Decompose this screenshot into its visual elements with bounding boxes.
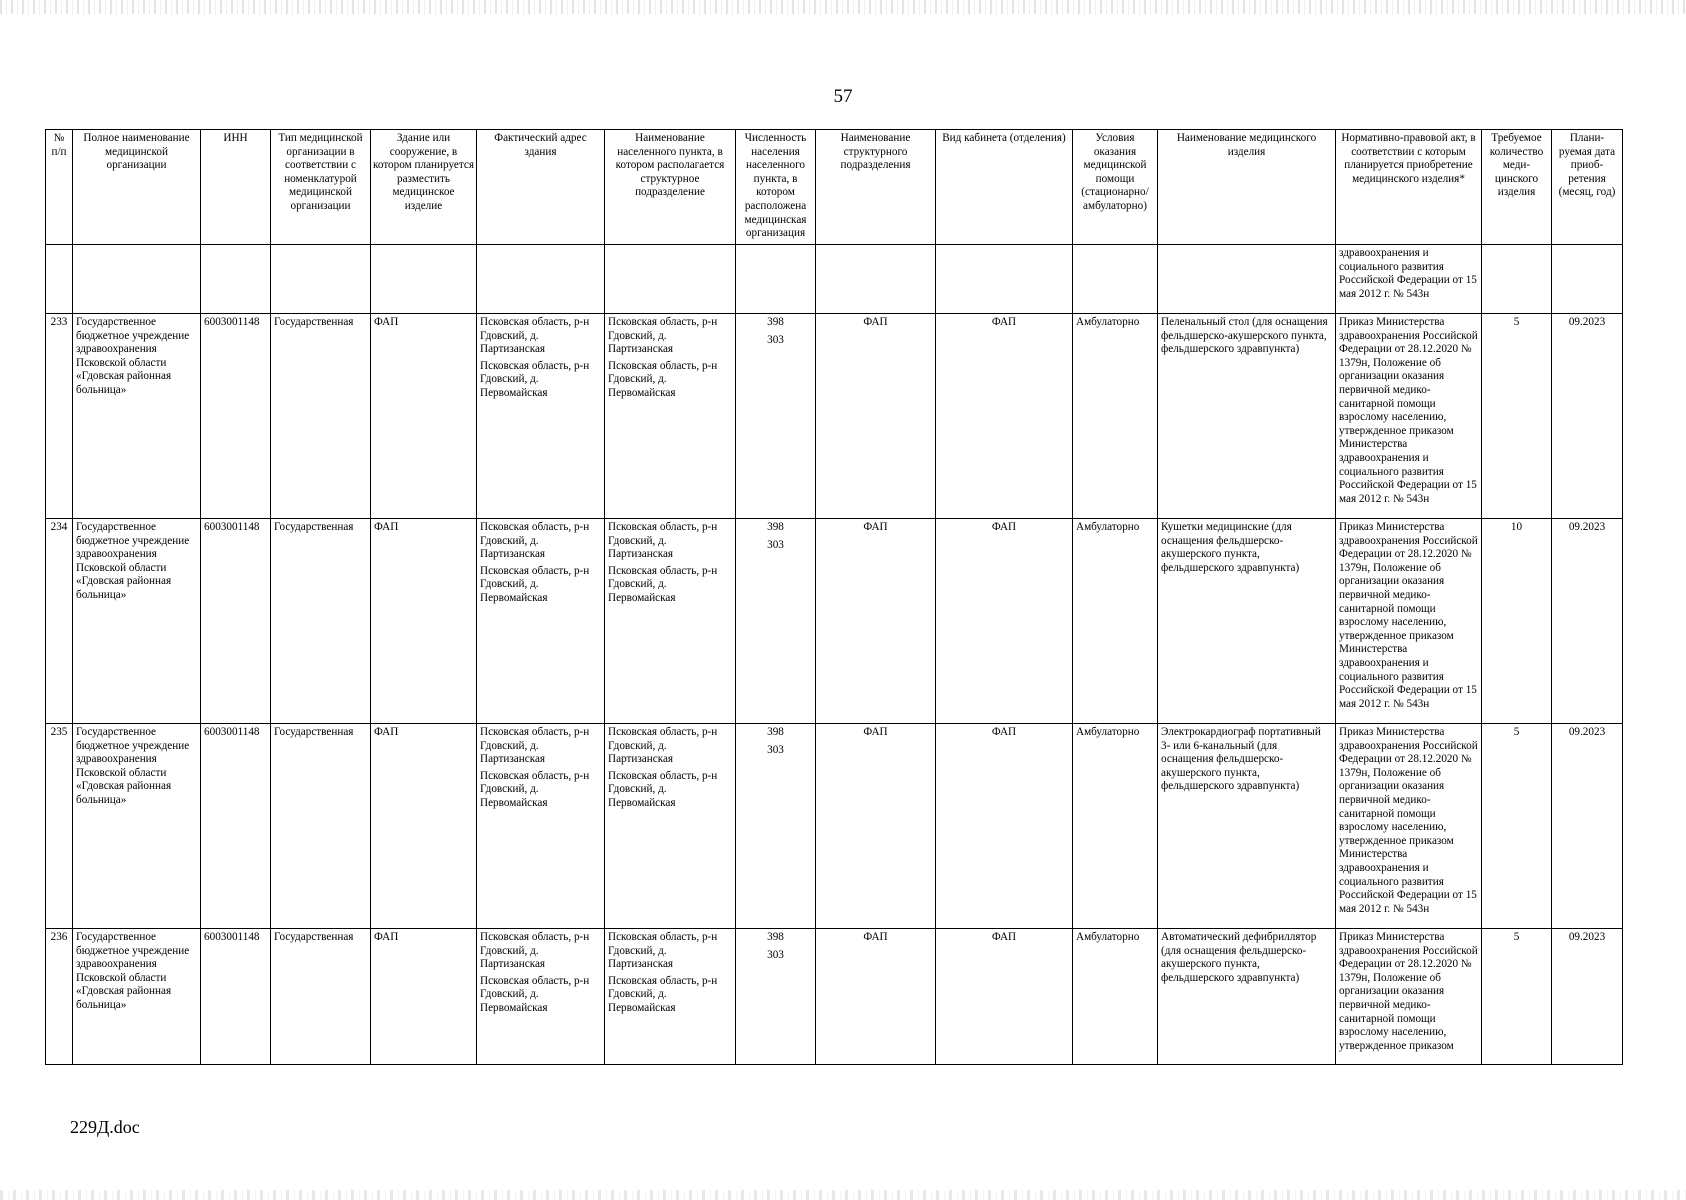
header-conditions: Условия оказания медицинской помощи (стационарно/ амбулаторно) [1073,130,1158,245]
header-org-name: Полное наименование медицинской организации [73,130,201,245]
legal-act: Приказ Министерства здравоохранения Российской Федерации от 28.12.2020 № 1379н, Положение об организации оказания первичной медико-санитарной помощи взрослому населению, утвержденное приказом Министерства здравоохранения и социального развития Российской Федерации от 15 мая 2012 г. № 543н [1336,724,1482,929]
table-row [46,929,1623,1065]
header-org-type: Тип медицинской организации в соответствии с номенклатурой медицинской организации [271,130,371,245]
row-num: 233 [46,314,73,519]
header-date: Плани-руемая дата приоб-ретения (месяц, год) [1552,130,1623,245]
header-building: Здание или сооружение, в котором планируется разместить медицинское изделие [371,130,477,245]
address [477,519,605,724]
population [736,724,816,929]
org-name: Государственное бюджетное учреждение здравоохранения Псковской области «Гдовская районная больница» [73,929,201,1065]
cabinet: ФАП [936,724,1073,929]
quantity: 5 [1482,314,1552,519]
locality-line: Псковская область, р-н Гдовский, д. Партизанская [608,726,718,766]
building: ФАП [371,314,477,519]
cabinet: ФАП [936,929,1073,1065]
address-line: Псковская область, р-н Гдовский, д. Партизанская [480,521,590,561]
device: Электрокардиограф портативный 3- или 6-канальный (для оснащения фельдшерско-акушерского пункта, фельдшерского здравпункта) [1158,724,1336,929]
population-value: 303 [767,538,784,551]
population-value: 398 [767,521,784,533]
unit: ФАП [816,314,936,519]
conditions: Амбулаторно [1073,724,1158,929]
org-name: Государственное бюджетное учреждение здравоохранения Псковской области «Гдовская районная больница» [73,519,201,724]
table-row [46,724,1623,929]
address-line: Псковская область, р-н Гдовский, д. Первомайская [480,564,590,604]
quantity: 5 [1482,724,1552,929]
locality-line: Псковская область, р-н Гдовский, д. Первомайская [608,769,718,809]
address [477,314,605,519]
population [736,929,816,1065]
purchase-date: 09.2023 [1552,724,1623,929]
conditions: Амбулаторно [1073,519,1158,724]
org-name: Государственное бюджетное учреждение здравоохранения Псковской области «Гдовская районная больница» [73,724,201,929]
conditions: Амбулаторно [1073,929,1158,1065]
header-quantity: Требуемое количество меди-цинского изделия [1482,130,1552,245]
locality [605,314,736,519]
building: ФАП [371,929,477,1065]
inn: 6003001148 [201,314,271,519]
page-number: 57 [833,86,853,107]
locality [605,519,736,724]
locality [605,929,736,1065]
population-value: 398 [767,726,784,738]
address-line: Псковская область, р-н Гдовский, д. Первомайская [480,359,590,399]
population-value: 398 [767,316,784,328]
address-line: Псковская область, р-н Гдовский, д. Первомайская [480,769,590,809]
header-inn: ИНН [201,130,271,245]
cabinet: ФАП [936,314,1073,519]
org-type: Государственная [271,314,371,519]
population-value: 303 [767,333,784,346]
continuation-row [46,245,1623,314]
unit: ФАП [816,724,936,929]
scan-edge-top [0,0,1686,14]
quantity: 5 [1482,929,1552,1065]
header-unit: Наименование структурного подразделения [816,130,936,245]
inn: 6003001148 [201,519,271,724]
header-locality: Наименование населенного пункта, в котором располагается структурное подразделение [605,130,736,245]
header-num: № п/п [46,130,73,245]
footer-doc-name: 229Д.doc [70,1117,140,1137]
table-header [46,130,1623,245]
org-name: Государственное бюджетное учреждение здравоохранения Псковской области «Гдовская районная больница» [73,314,201,519]
address-line: Псковская область, р-н Гдовский, д. Партизанская [480,316,590,356]
locality-line: Псковская область, р-н Гдовский, д. Партизанская [608,931,718,971]
header-device: Наименование медицинского изделия [1158,130,1336,245]
header-cabinet: Вид кабинета (отделения) [936,130,1073,245]
address [477,929,605,1065]
purchase-date: 09.2023 [1552,314,1623,519]
row-num: 235 [46,724,73,929]
building: ФАП [371,724,477,929]
unit: ФАП [816,929,936,1065]
inn: 6003001148 [201,929,271,1065]
locality-line: Псковская область, р-н Гдовский, д. Первомайская [608,359,718,399]
cabinet: ФАП [936,519,1073,724]
header-population: Численность населения населенного пункта, в котором расположена медицинская организация [736,130,816,245]
locality-line: Псковская область, р-н Гдовский, д. Первомайская [608,974,718,1014]
legal-act: Приказ Министерства здравоохранения Российской Федерации от 28.12.2020 № 1379н, Положение об организации оказания первичной медико-санитарной помощи взрослому населению, утвержденное приказом [1336,929,1482,1065]
locality [605,724,736,929]
quantity: 10 [1482,519,1552,724]
org-type: Государственная [271,929,371,1065]
population [736,314,816,519]
locality-line: Псковская область, р-н Гдовский, д. Партизанская [608,521,718,561]
table-row [46,519,1623,724]
device: Пеленальный стол (для оснащения фельдшерско-акушерского пункта, фельдшерского здравпункта) [1158,314,1336,519]
inn: 6003001148 [201,724,271,929]
row-num: 234 [46,519,73,724]
purchase-date: 09.2023 [1552,929,1623,1065]
purchase-date: 09.2023 [1552,519,1623,724]
population-value: 398 [767,931,784,943]
continuation-act: здравоохранения и социального развития Российской Федерации от 15 мая 2012 г. № 543н [1336,245,1482,314]
population-value: 303 [767,948,784,961]
locality-line: Псковская область, р-н Гдовский, д. Первомайская [608,564,718,604]
device: Автоматический дефибриллятор (для оснащения фельдшерско-акушерского пункта, фельдшерского здравпункта) [1158,929,1336,1065]
equipment-table [45,129,1623,1065]
header-legal-act: Нормативно-правовой акт, в соответствии с которым планируется приобретение медицинского изделия* [1336,130,1482,245]
address-line: Псковская область, р-н Гдовский, д. Партизанская [480,931,590,971]
device: Кушетки медицинские (для оснащения фельдшерско-акушерского пункта, фельдшерского здравпункта) [1158,519,1336,724]
legal-act: Приказ Министерства здравоохранения Российской Федерации от 28.12.2020 № 1379н, Положение об организации оказания первичной медико-санитарной помощи взрослому населению, утвержденное приказом Министерства здравоохранения и социального развития Российской Федерации от 15 мая 2012 г. № 543н [1336,519,1482,724]
address [477,724,605,929]
row-num: 236 [46,929,73,1065]
unit: ФАП [816,519,936,724]
address-line: Псковская область, р-н Гдовский, д. Партизанская [480,726,590,766]
scan-edge-bottom [0,1190,1686,1200]
org-type: Государственная [271,519,371,724]
org-type: Государственная [271,724,371,929]
address-line: Псковская область, р-н Гдовский, д. Первомайская [480,974,590,1014]
building: ФАП [371,519,477,724]
table-row [46,314,1623,519]
header-address: Фактический адрес здания [477,130,605,245]
locality-line: Псковская область, р-н Гдовский, д. Партизанская [608,316,718,356]
population-value: 303 [767,743,784,756]
legal-act: Приказ Министерства здравоохранения Российской Федерации от 28.12.2020 № 1379н, Положение об организации оказания первичной медико-санитарной помощи взрослому населению, утвержденное приказом Министерства здравоохранения и социального развития Российской Федерации от 15 мая 2012 г. № 543н [1336,314,1482,519]
conditions: Амбулаторно [1073,314,1158,519]
population [736,519,816,724]
